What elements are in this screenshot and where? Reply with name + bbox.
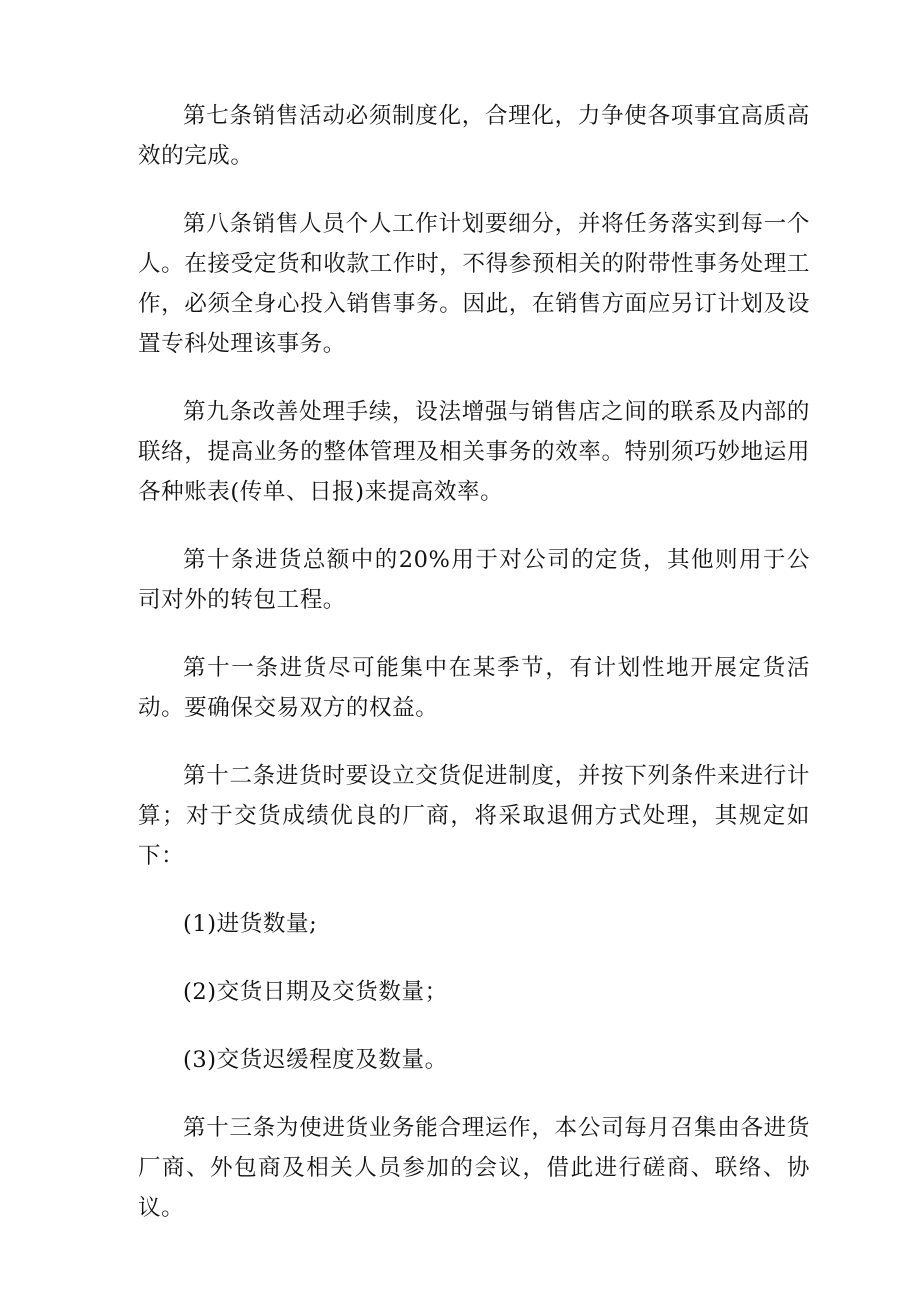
document-page (138, 96, 810, 1256)
article-13-paragraph: 第十三条为使进货业务能合理运作，本公司每月召集由各进货厂商、外包商及相关人员参加的会议，借此进行磋商、联络、协议。 (138, 1115, 810, 1221)
article-12-paragraph: 第十二条进货时要设立交货促进制度，并按下列条件来进行计算；对于交货成绩优良的厂商，将采取退佣方式处理，其规定如下： (138, 763, 810, 869)
article-8-paragraph: 第八条销售人员个人工作计划要细分，并将任务落实到每一个人。在接受定货和收款工作时，不得参预相关的附带性事务处理工作，必须全身心投入销售事务。因此，在销售方面应另订计划及设置专科处理该事务。 (138, 211, 810, 357)
list-item-1: (1)进货数量; (183, 911, 318, 937)
article-9-paragraph: 第九条改善处理手续，设法增强与销售店之间的联系及内部的联络，提高业务的整体管理及相关事务的效率。特别须巧妙地运用各种账表(传单、日报)来提高效率。 (138, 399, 810, 505)
article-10-paragraph: 第十条进货总额中的20%用于对公司的定货，其他则用于公司对外的转包工程。 (138, 547, 810, 613)
list-item-2: (2)交货日期及交货数量； (183, 979, 448, 1005)
list-item-3: (3)交货迟缓程度及数量。 (183, 1047, 448, 1073)
article-11-paragraph: 第十一条进货尽可能集中在某季节，有计划性地开展定货活动。要确保交易双方的权益。 (138, 655, 810, 721)
article-7-paragraph: 第七条销售活动必须制度化，合理化，力争使各项事宜高质高效的完成。 (138, 103, 810, 169)
